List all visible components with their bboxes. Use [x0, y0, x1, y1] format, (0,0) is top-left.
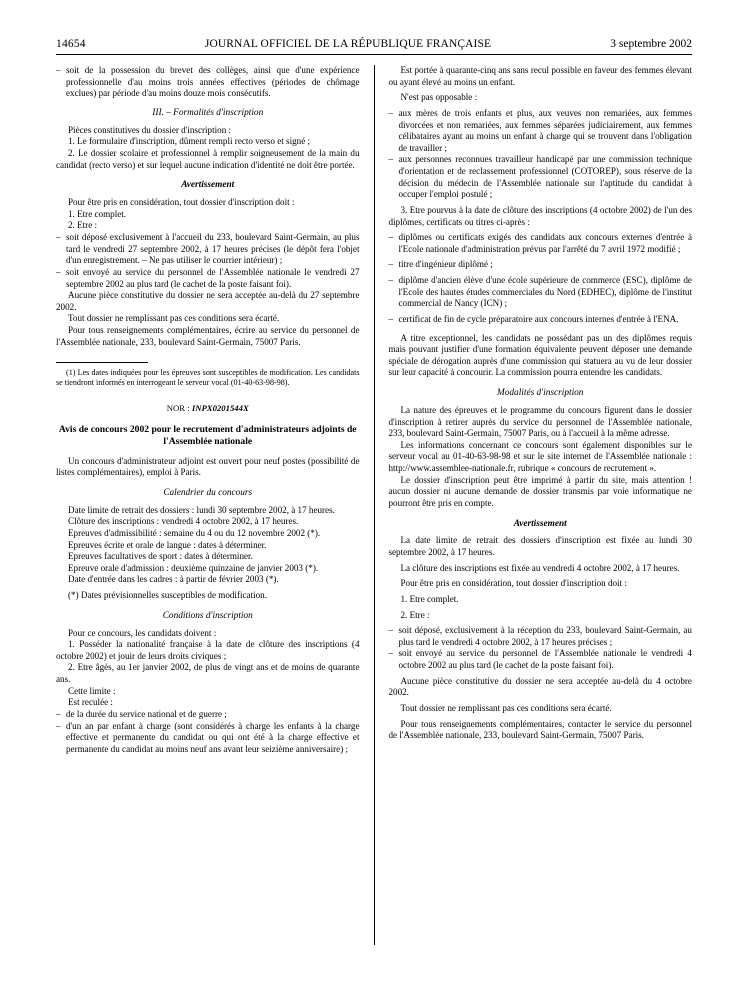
paragraph: – aux personnes reconnues travailleur handicapé par une commission technique d'orientation et de reclassement professionnel (COTOREP), sous réserve de la décision du médecin de l'Assemblée nationale sur l'aptitude du candidat à occuper l'emploi postulé ;: [388, 154, 692, 201]
paragraph: Date limite de retrait des dossiers : lundi 30 septembre 2002, à 17 heures.: [68, 504, 335, 515]
paragraph: – diplômes ou certificats exigés des candidats aux concours externes d'entrée à l'Ecole nationale d'administration prévus par l'arrêté du 7 avril 1972 modifié ;: [388, 232, 692, 255]
nor-reference: [56, 403, 360, 414]
paragraph: 2. Le dossier scolaire et professionnel à remplir soigneusement de la main du candidat (recto verso) et sur lequel aucune indication d'identité ne doit être portée.: [56, 148, 360, 170]
paragraph: Pour être pris en considération, tout dossier d'inscription doit :: [68, 197, 295, 208]
issue-date: 3 septembre 2002: [610, 38, 692, 50]
subheading-avertissement: Avertissement: [181, 180, 235, 191]
paragraph: Epreuves d'admissibilité : semaine du 4 ou du 12 novembre 2002 (*).: [68, 527, 321, 538]
paragraph: 2. Etre :: [400, 609, 430, 620]
right-column: [388, 65, 692, 945]
paragraph: Aucune pièce constitutive du dossier ne sera acceptée au-delà du 27 septembre 2002.: [56, 290, 360, 312]
footnote-divider: [56, 362, 148, 363]
paragraph: Epreuves écrite et orale de langue : dates à déterminer.: [68, 539, 267, 550]
notice-title: Avis de concours 2002 pour le recrutement d'administrateurs adjoints de l'Assemblée nationale: [58, 423, 357, 448]
journal-title: JOURNAL OFFICIEL DE LA RÉPUBLIQUE FRANÇAISE: [204, 38, 492, 50]
paragraph: Pour être pris en considération, tout dossier d'inscription doit :: [400, 578, 627, 589]
paragraph: 1. Le formulaire d'inscription, dûment rempli recto verso et signé ;: [68, 136, 311, 147]
paragraph: – soit envoyé au service du personnel de l'Assemblée nationale le vendredi 27 septembre 2002 au plus tard (le cachet de la poste faisant foi).: [56, 267, 360, 290]
paragraph: 2. Etre âgés, au 1er janvier 2002, de plus de vingt ans et de moins de quarante ans.: [56, 662, 360, 685]
paragraph: 1. Etre complet.: [400, 593, 459, 604]
paragraph: Date d'entrée dans les cadres : à partir de février 2003 (*).: [68, 574, 279, 585]
paragraph: 3. Etre pourvus à la date de clôture des inscriptions (4 octobre 2002) de l'un des diplômes, certificats ou titres ci-après :: [388, 204, 692, 227]
paragraph: – titre d'ingénieur diplômé ;: [388, 259, 692, 271]
subheading-conditions: Conditions d'inscription: [162, 610, 253, 621]
paragraph: Est portée à quarante-cinq ans sans recul possible en faveur des femmes élevant ou ayant élevé au moins un enfant.: [388, 65, 692, 87]
nor-label: NOR :: [166, 402, 190, 413]
nor-value: INPX0201544X: [191, 402, 249, 413]
page-header: [56, 38, 692, 50]
paragraph: Un concours d'administrateur adjoint est ouvert pour neuf postes (possibilité de listes complémentaires), emploi à Paris.: [56, 455, 360, 478]
paragraph: – diplôme d'ancien élève d'une école supérieure de commerce (ESC), diplôme de l'Ecole des hautes études commerciales du Nord (EDHEC), diplôme de l'institut commercial de Nancy (ICN) ;: [388, 275, 692, 310]
paragraph: Les informations concernant ce concours sont également disponibles sur le serveur vocal au 01-40-63-98-98 et sur le site internet de l'Assemblée nationale : http://www.assemblee-nationale.fr, rubrique « concours de recrutement ».: [388, 439, 692, 474]
paragraph: Pièces constitutives du dossier d'inscription :: [68, 124, 232, 135]
paragraph: La nature des épreuves et le programme du concours figurent dans le dossier d'inscription à retirer auprès du service du personnel de l'Assemblée nationale, 233, boulevard Saint-Germain, 75007 Paris, ou à l'accueil à la même adresse.: [388, 404, 692, 439]
header-divider: [56, 54, 692, 55]
paragraph: Tout dossier ne remplissant pas ces conditions sera écarté.: [68, 313, 280, 324]
paragraph: Tout dossier ne remplissant pas ces conditions sera écarté.: [400, 702, 612, 713]
paragraph: – de la durée du service national et de guerre ;: [56, 709, 360, 721]
paragraph: 2. Etre :: [68, 220, 98, 231]
paragraph: – certificat de fin de cycle préparatoire aux concours internes d'entrée à l'ENA.: [388, 314, 692, 326]
paragraph: Le dossier d'inscription peut être imprimé à partir du site, mais attention ! aucun dossier ni aucune demande de dossier transmis par voie informatique ne pourront être pris en compte.: [388, 474, 692, 508]
paragraph: N'est pas opposable :: [400, 92, 478, 103]
paragraph: A titre exceptionnel, les candidats ne possédant pas un des diplômes requis mais pouvant justifier d'une formation équivalente peuvent déposer une demande spéciale de dérogation auprès d'une commission qui statuera au vu de leur dossier sur leur capacité à concourir. La commission pourra entendre les candidats.: [388, 332, 692, 378]
paragraph: – d'un an par enfant à charge (sont considérés à charge les enfants à la charge effective et permanente du candidat ou qui ont été à la charge effective et permanente du candidat au moins neuf ans avant leur seizième anniversaire) ;: [56, 721, 360, 756]
subheading-avertissement-right: Avertissement: [513, 518, 567, 529]
paragraph: Epreuve orale d'admission : deuxième quinzaine de janvier 2003 (*).: [68, 562, 319, 573]
paragraph: Est reculée :: [68, 697, 113, 708]
calendar-note: (*) Dates prévisionnelles susceptibles de modification.: [68, 590, 268, 601]
column-divider: [374, 65, 375, 945]
subheading-calendrier: Calendrier du concours: [163, 487, 253, 498]
paragraph: Epreuves facultatives de sport : dates à déterminer.: [68, 551, 253, 562]
paragraph: Pour tous renseignements complémentaires, écrire au service du personnel de l'Assemblée nationale, 233, boulevard Saint-Germain, 75007 Paris.: [56, 325, 360, 347]
paragraph: Clôture des inscriptions : vendredi 4 octobre 2002, à 17 heures.: [68, 516, 299, 527]
section-heading-iii: III. – Formalités d'inscription: [152, 107, 264, 118]
paragraph: – soit envoyé au service du personnel de l'Assemblée nationale le vendredi 4 octobre 2002 au plus tard (le cachet de la poste faisant foi).: [388, 648, 692, 671]
paragraph: – aux mères de trois enfants et plus, aux veuves non remariées, aux femmes divorcées et non remariées, aux femmes séparées judiciairement, aux femmes célibataires ayant au moins un enfant à charge qui se trouvent dans l'obligation de travailler ;: [388, 108, 692, 155]
left-column: [56, 65, 360, 945]
paragraph: – soit déposé exclusivement à l'accueil du 233, boulevard Saint-Germain, au plus tard le vendredi 27 septembre 2002, à 17 heures précises (le dépôt fera l'objet d'un enregistrement. – Ne pas utiliser le courrier intérieur) ;: [56, 232, 360, 267]
body-columns: [56, 65, 692, 945]
paragraph: – soit de la possession du brevet des collèges, ainsi que d'une expérience professionnelle d'au moins trois années effectives (périodes de chômage exclues) par période d'au moins douze mois consécutifs.: [56, 65, 360, 100]
paragraph: Cette limite :: [68, 685, 116, 696]
paragraph: La clôture des inscriptions est fixée au vendredi 4 octobre 2002, à 17 heures.: [400, 562, 680, 573]
paragraph: Pour ce concours, les candidats doivent :: [68, 627, 217, 638]
paragraph: Pour tous renseignements complémentaires, contacter le service du personnel de l'Assemblée nationale, 233, boulevard Saint-Germain, 75007 Paris.: [388, 718, 692, 741]
subheading-modalites: Modalités d'inscription: [497, 388, 584, 398]
paragraph: 1. Etre complet.: [68, 208, 127, 219]
paragraph: 1. Posséder la nationalité française à la date de clôture des inscriptions (4 octobre 2002) et jouir de leurs droits civiques ;: [56, 639, 360, 661]
paragraph: La date limite de retrait des dossiers d'inscription est fixée au lundi 30 septembre 2002, à 17 heures.: [388, 535, 692, 558]
paragraph: Aucune pièce constitutive du dossier ne sera acceptée au-delà du 4 octobre 2002.: [388, 675, 692, 698]
page-number: 14654: [56, 38, 86, 50]
footnote: (1) Les dates indiquées pour les épreuves sont susceptibles de modification. Les candidats se tiendront informés en interrogeant le serveur vocal (01-40-63-98-98).: [56, 368, 360, 388]
paragraph: – soit déposé, exclusivement à la réception du 233, boulevard Saint-Germain, au plus tard le vendredi 4 octobre 2002, à 17 heures précises ;: [388, 625, 692, 648]
